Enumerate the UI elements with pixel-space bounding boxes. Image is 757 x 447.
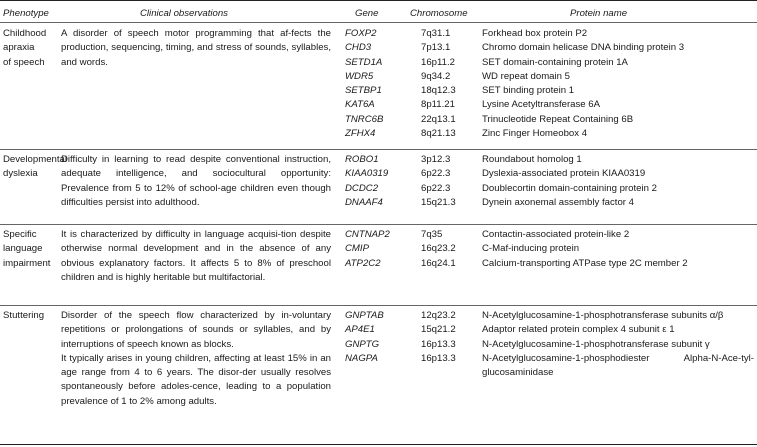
clinical-observation-cell	[61, 309, 331, 409]
protein-column	[482, 153, 754, 210]
chromosome-column	[421, 228, 456, 271]
header-clinical-observations: Clinical observations	[140, 8, 228, 19]
chromosome-locus: 16p13.3	[421, 338, 456, 350]
protein-name: SET domain-containing protein 1A	[482, 56, 628, 68]
chromosome-locus: 7q35	[421, 229, 443, 240]
gene-symbol: CMIP	[345, 243, 369, 255]
phenotype-line: Developmental	[3, 154, 67, 165]
chromosome-locus: 16q24.1	[421, 257, 456, 269]
gene-symbol: NAGPA	[345, 352, 378, 364]
protein-name: Calcium-transporting ATPase type 2C member 2	[482, 257, 688, 269]
protein-name: Zinc Finger Homeobox 4	[482, 127, 588, 139]
clinical-observation-cell: Difficulty in learning to read despite conventional instruction, adequate intelligence, and sociocultural opportunity: Prevalence from 5 to 12% of school-age children even though difficulties persist into adulthood.	[61, 154, 331, 208]
chromosome-locus: 7p13.1	[421, 42, 451, 54]
gene-column	[345, 228, 390, 271]
gene-symbol: WDR5	[345, 70, 374, 82]
gene-column	[345, 27, 383, 141]
gene-symbol: AP4E1	[345, 324, 375, 336]
top-rule	[0, 0, 757, 1]
gene-symbol: SETBP1	[345, 85, 382, 96]
protein-name: Forkhead box protein P2	[482, 28, 588, 39]
protein-column	[482, 309, 754, 380]
protein-name: Dyslexia-associated protein KIAA0319	[482, 168, 646, 180]
gene-symbol: ATP2C2	[345, 257, 381, 269]
gene-symbol: KAT6A	[345, 99, 375, 111]
protein-name: Chromo domain helicase DNA binding protein 3	[482, 42, 685, 54]
gene-symbol: SETD1A	[345, 56, 383, 68]
protein-name: Lysine Acetyltransferase 6A	[482, 99, 601, 111]
phenotype-cell	[3, 309, 59, 323]
protein-name: Roundabout homolog 1	[482, 154, 582, 165]
phenotype-line: apraxia	[3, 42, 35, 54]
clinical-paragraph: It typically arises in young children, affecting at least 15% in an age range from 4 to 6 years. The disor-der usually resolves spontaneously before adoles-cence, leading to a population prevalence of 1 to 2% among adults.	[61, 352, 331, 407]
protein-name: N-Acetylglucosamine-1-phosphodiester Alpha-N-Ace-tyl-glucosaminidase	[482, 352, 754, 378]
phenotype-line: impairment	[3, 257, 51, 269]
group-rule	[0, 149, 757, 150]
phenotype-line: of speech	[3, 56, 45, 68]
chromosome-locus: 16p13.3	[421, 352, 456, 364]
gene-column	[345, 153, 388, 210]
chromosome-locus: 9q34.2	[421, 70, 451, 82]
chromosome-column	[421, 309, 456, 366]
protein-name: Contactin-associated protein-like 2	[482, 229, 630, 240]
header-chromosome: Chromosome	[410, 8, 468, 19]
protein-name: N-Acetylglucosamine-1-phosphotransferase subunit γ	[482, 338, 710, 350]
phenotype-line: language	[3, 243, 43, 255]
gene-symbol: KIAA0319	[345, 168, 389, 180]
header-gene: Gene	[355, 8, 379, 19]
protein-name: Doublecortin domain-containing protein 2	[482, 182, 657, 194]
phenotype-cell	[3, 153, 67, 182]
gene-symbol: GNPTAB	[345, 310, 384, 321]
chromosome-column	[421, 27, 456, 141]
phenotype-line: Specific	[3, 229, 37, 240]
gene-symbol: ROBO1	[345, 154, 379, 165]
gene-symbol: CHD3	[345, 42, 372, 54]
chromosome-locus: 16p11.2	[421, 56, 455, 68]
protein-name: Adaptor related protein complex 4 subunit ε 1	[482, 324, 675, 336]
chromosome-locus: 8p11.21	[421, 99, 455, 111]
chromosome-locus: 8q21.13	[421, 127, 456, 139]
chromosome-locus: 6p22.3	[421, 168, 451, 180]
protein-name: C-Maf-inducing protein	[482, 243, 580, 255]
chromosome-locus: 3p12.3	[421, 154, 451, 165]
chromosome-locus: 22q13.1	[421, 113, 456, 125]
phenotype-line: Childhood	[3, 28, 47, 39]
protein-name: N-Acetylglucosamine-1-phosphotransferase subunits α/β	[482, 310, 724, 321]
gene-symbol: DNAAF4	[345, 196, 383, 208]
phenotype-cell	[3, 27, 57, 70]
gene-symbol: TNRC6B	[345, 113, 384, 125]
gene-symbol: ZFHX4	[345, 127, 376, 139]
bottom-rule	[0, 444, 757, 445]
gene-symbol: DCDC2	[345, 182, 379, 194]
protein-name: WD repeat domain 5	[482, 70, 570, 82]
phenotype-line: dyslexia	[3, 168, 38, 180]
phenotype-line: Stuttering	[3, 310, 45, 321]
group-rule	[0, 305, 757, 306]
phenotype-cell	[3, 228, 59, 271]
protein-column	[482, 228, 754, 271]
group-rule	[0, 224, 757, 225]
header-protein-name: Protein name	[570, 8, 628, 19]
chromosome-locus: 6p22.3	[421, 182, 451, 194]
gene-column	[345, 309, 384, 366]
header-phenotype: Phenotype	[3, 8, 49, 19]
gene-symbol: GNPTG	[345, 338, 380, 350]
chromosome-locus: 15q21.2	[421, 324, 456, 336]
chromosome-locus: 12q23.2	[421, 310, 456, 321]
clinical-paragraph: Disorder of the speech flow characterized by in-voluntary repetitions or prolongations of sounds or syllables, and by interruptions of speech known as blocks.	[61, 310, 331, 350]
chromosome-locus: 18q12.3	[421, 85, 456, 96]
clinical-observation-cell: A disorder of speech motor programming that af-fects the production, sequencing, timing, and stress of sounds, syllables, and words.	[61, 28, 331, 68]
protein-name: Dynein axonemal assembly factor 4	[482, 196, 634, 208]
chromosome-locus: 16q23.2	[421, 243, 456, 255]
protein-column	[482, 27, 754, 141]
clinical-observation-cell: It is characterized by difficulty in language acquisi-tion despite otherwise normal development and in the absence of any obvious explanatory factors. It affects 5 to 8% of preschool children and is highly heritable but multifactorial.	[61, 229, 331, 283]
chromosome-column	[421, 153, 456, 210]
protein-name: Trinucleotide Repeat Containing 6B	[482, 113, 634, 125]
gene-symbol: CNTNAP2	[345, 229, 390, 240]
header-rule	[0, 22, 757, 23]
chromosome-locus: 7q31.1	[421, 28, 451, 39]
protein-name: SET binding protein 1	[482, 85, 575, 96]
chromosome-locus: 15q21.3	[421, 196, 456, 208]
gene-symbol: FOXP2	[345, 28, 377, 39]
